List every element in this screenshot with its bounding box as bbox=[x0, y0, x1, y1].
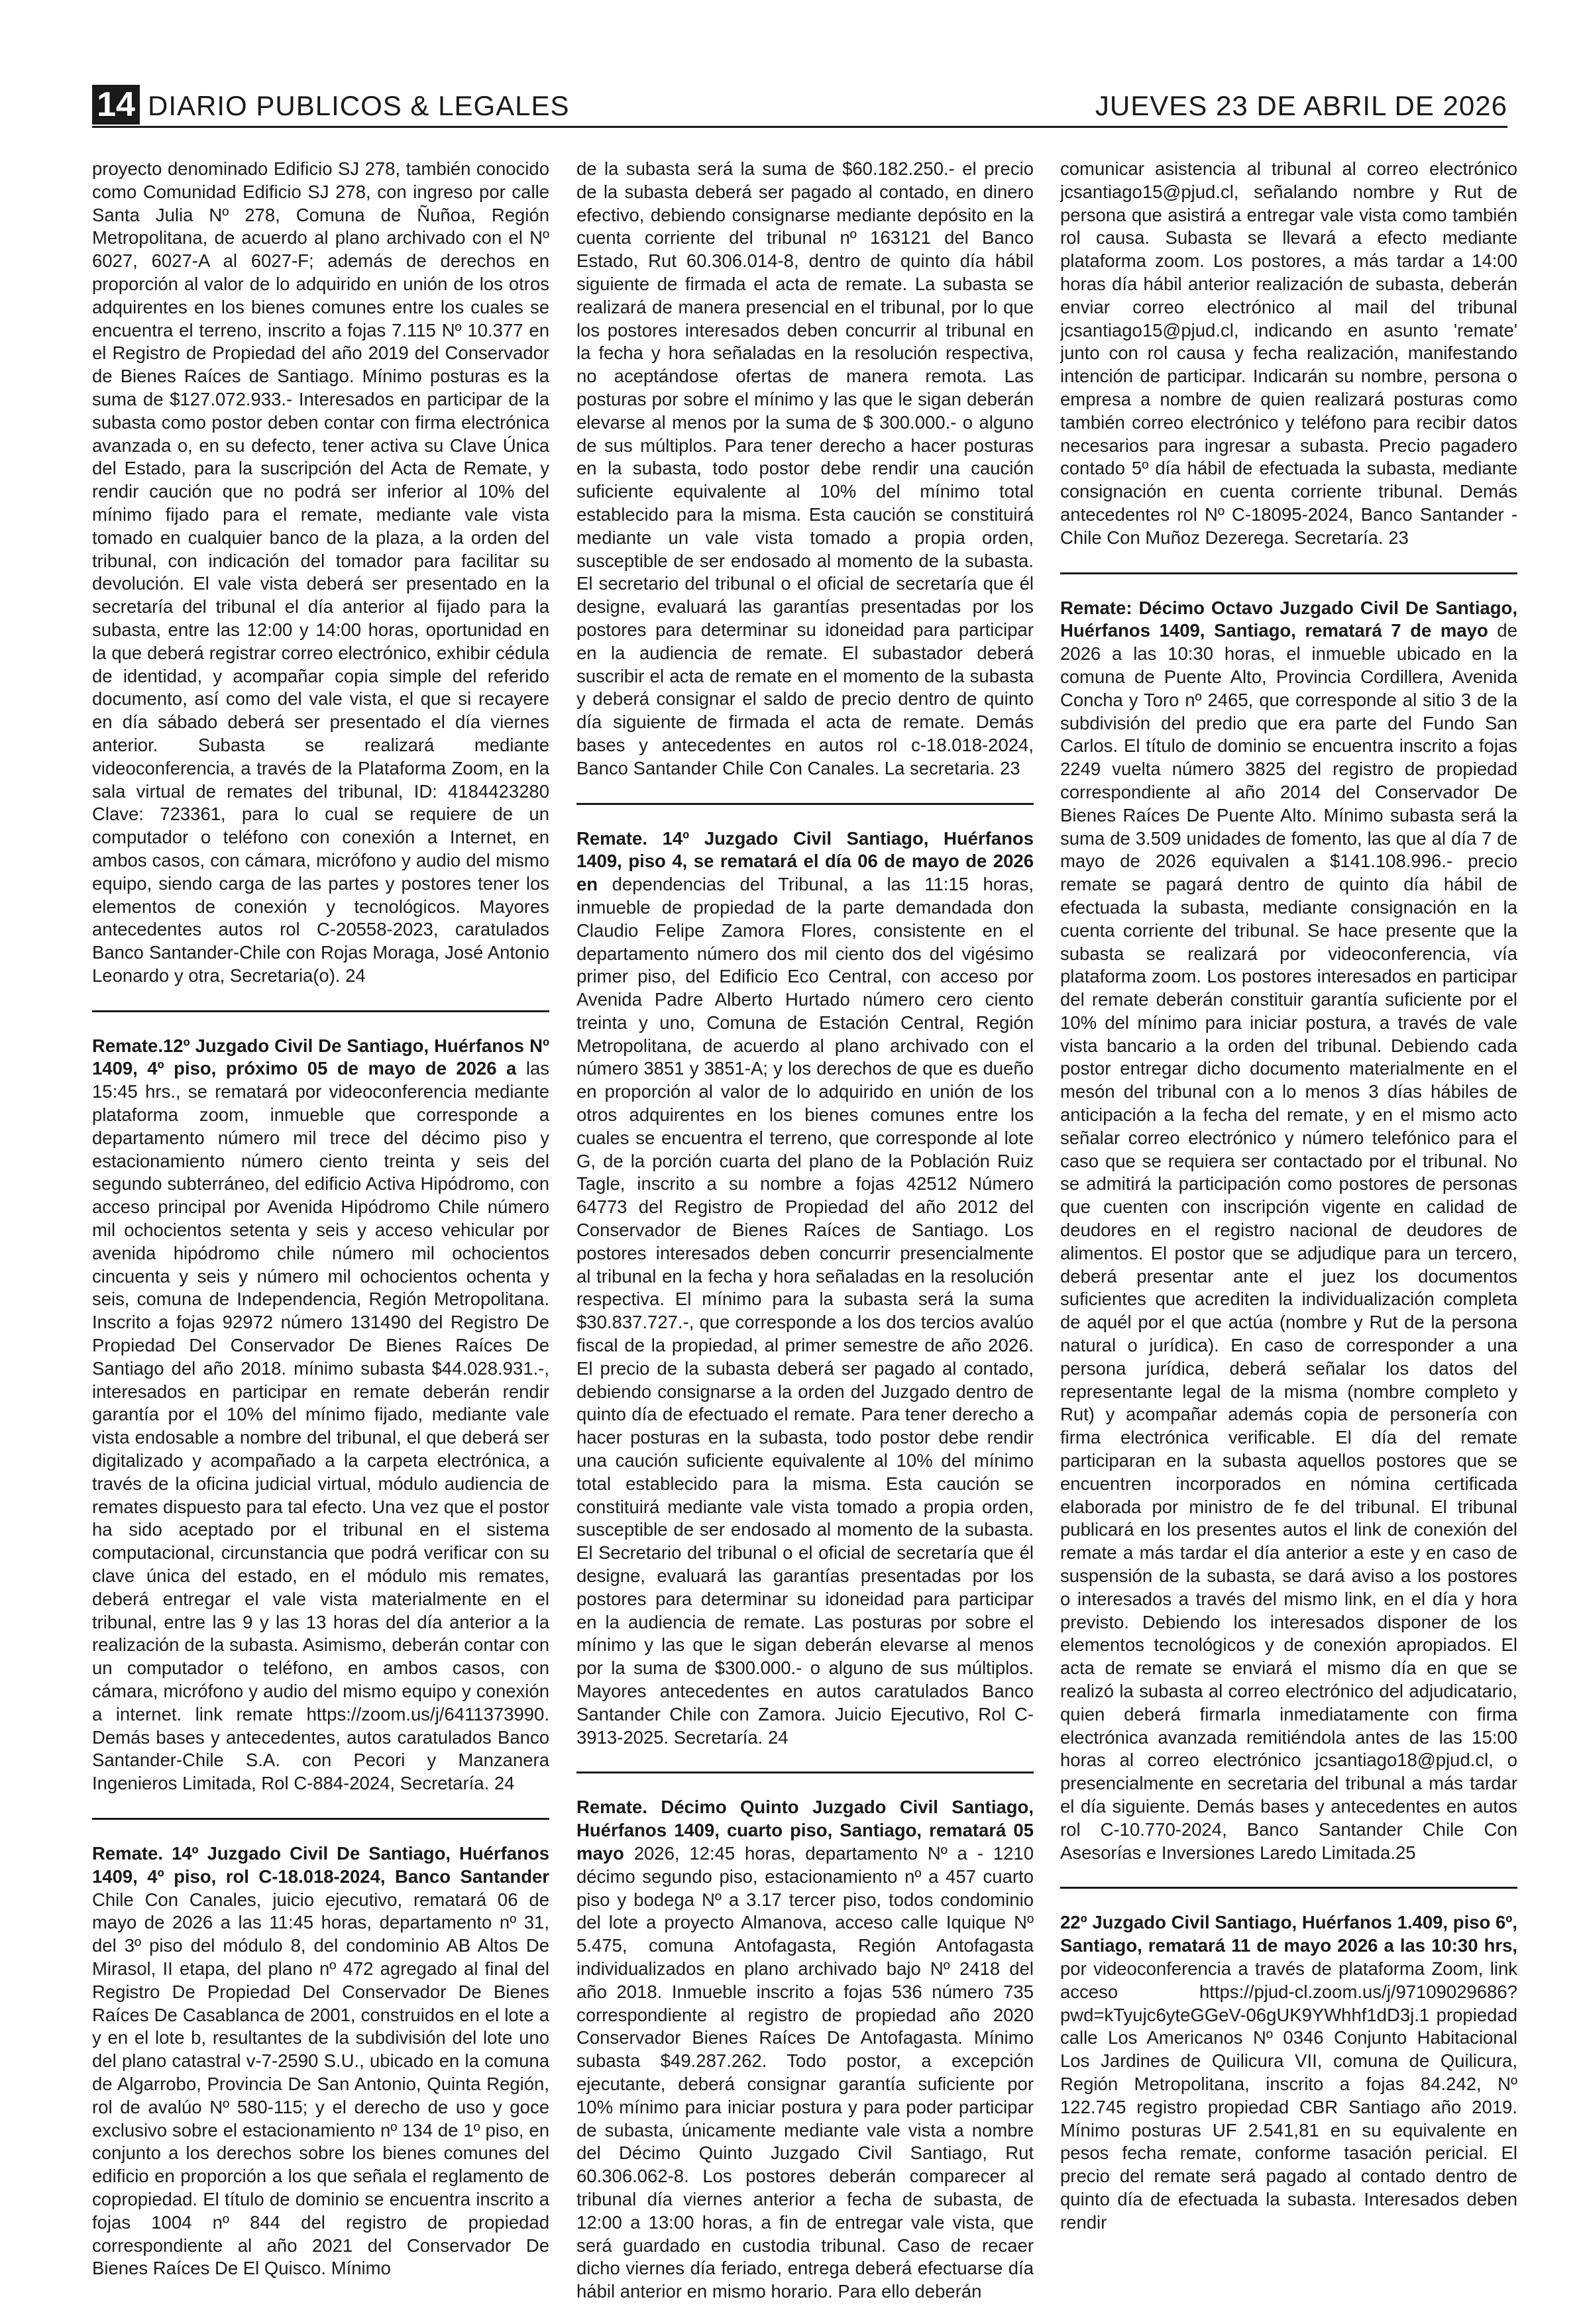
section-title: DIARIO PUBLICOS & LEGALES bbox=[148, 90, 570, 121]
column-1 bbox=[92, 158, 549, 2304]
notice-heading: Remate: Décimo Octavo Juzgado Civil De Santiago, Huérfanos 1409, Santiago, rematará 7 de mayo bbox=[1060, 597, 1517, 641]
issue-date: JUEVES 23 DE ABRIL DE 2026 bbox=[1095, 90, 1507, 121]
legal-notice bbox=[92, 1842, 549, 2280]
notice-body: proyecto denominado Edificio SJ 278, también conocido como Comunidad Edificio SJ 278, con ingreso por calle Santa Julia Nº 278, Comuna de Ñuñoa, Región Metropolitana, de acuerdo al plano archivado con el Nº 6027, 6027-A al 6027-F; además de derechos en proporción al valor de lo adquirido en unión de los otros adquirentes en los bienes comunes entre los cuales se encuentra el terreno, inscrito a fojas 7.115 Nº 10.377 en el Registro de Propiedad del año 2019 del Conservador de Bienes Raíces de Santiago. Mínimo posturas es la suma de $127.072.933.- Interesados en participar de la subasta como postor deben contar con firma electrónica avanzada o, en su defecto, tener activa su Clave Única del Estado, para la suscripción del Acta de Remate, y rendir caución que no podrá ser inferior al 10% del mínimo fijado para el remate, mediante vale vista tomado en cualquier banco de la plaza, a la orden del tribunal, con indicación del tomador para facilitar su devolución. El vale vista deberá ser presentado en la secretaría del tribunal el día anterior al fijado para la subasta, entre las 12:00 y 14:00 horas, oportunidad en la que deberá registrar correo electrónico, exhibir cédula de identidad, y acompañar copia simple del referido documento, así como del vale vista, el que si recayere en día sábado deberá ser presentado el día viernes anterior. Subasta se realizará mediante videoconferencia, a través de la Plataforma Zoom, en la sala virtual de remates del tribunal, ID: 4184423280 Clave: 723361, para lo cual se requiere de un computador o teléfono con conexión a Internet, en ambos casos, con cámara, micrófono y audio del mismo equipo, siendo carga de las partes y postores tener los elementos de conexión y tecnológicos. Mayores antecedentes autos rol C-20558-2023, caratulados Banco Santander-Chile con Rojas Moraga, José Antonio Leonardo y otra, Secretaria(o). 24 bbox=[92, 158, 549, 986]
notice-body: de 2026 a las 10:30 horas, el inmueble ubicado en la comuna de Puente Alto, Provincia Cordillera, Avenida Concha y Toro nº 2465, que corresponde al sitio 3 de la subdivisión del predio que era parte del Fundo San Carlos. El título de dominio se encuentra inscrito a fojas 2249 vuelta número 3825 del registro de propiedad correspondiente al año 2014 del Conservador De Bienes Raíces De Puente Alto. Mínimo subasta será la suma de 3.509 unidades de fomento, las que al día 7 de mayo de 2026 equivalen a $141.108.996.- precio remate se pagará dentro de quinto día hábil de efectuada la subasta, mediante consignación en la cuenta corriente del tribunal. Se hace presente que la subasta se realizará por videoconferencia, vía plataforma zoom. Los postores interesados en participar del remate deberán constituir garantía suficiente por el 10% del mínimo para iniciar postura, a través de vale vista bancario a la orden del tribunal. Debiendo cada postor entregar dicho documento materialmente en el mesón del tribunal con a lo menos 3 días hábiles de anticipación a la fecha del remate, y en el mismo acto señalar correo electrónico y número telefónico para el caso que se requiera ser contactado por el tribunal. No se admitirá la participación como postores de personas que cuenten con inscripción vigente en calidad de deudores en el registro nacional de deudores de alimentos. El postor que se adjudique para un tercero, deberá presentar ante el juez los documentos suficientes que acrediten la individualización completa de aquél por el que actúa (nombre y Rut de la persona natural o jurídica). En caso de corresponder a una persona jurídica, deberá señalar los datos del representante legal de la misma (nombre completo y Rut) y acompañar además copia de personería con firma electrónica verificable. El día del remate participaran en la subasta aquellos postores que se encuentren incorporados en nómina certificada elaborada por ministro de fe del tribunal. El tribunal publicará en los presentes autos el link de conexión del remate a más tardar el día anterior a este y en caso de suspensión de la subasta, se dará aviso a los postores o interesados a través del mismo link, en el día y hora previsto. Debiendo los interesados disponer de los elementos tecnológicos y de conexión apropiados. El acta de remate se enviará el mismo día en que se realizó la subasta al correo electrónico del adjudicatario, quien deberá firmarla inmediatamente con firma electrónica avanzada remitiéndola antes de las 15:00 horas al correo electrónico jcsantiago18@pjud.cl, o presencialmente en secretaria del tribunal a más tardar el día siguiente. Demás bases y antecedentes en autos rol C-10.770-2024, Banco Santander Chile Con Asesorías e Inversiones Laredo Limitada.25 bbox=[1060, 620, 1517, 1863]
notice-divider bbox=[576, 1771, 1034, 1773]
legal-notice bbox=[1060, 158, 1517, 550]
legal-notice bbox=[92, 1035, 549, 1795]
header-rule bbox=[92, 126, 1507, 128]
notice-divider bbox=[92, 1818, 549, 1820]
notice-divider bbox=[92, 1010, 549, 1012]
notice-body: comunicar asistencia al tribunal al correo electrónico jcsantiago15@pjud.cl, señalando nombre y Rut de persona que asistirá a entregar vale vista como también rol causa. Subasta se llevará a efecto mediante plataforma zoom. Los postores, a más tardar a 14:00 horas día hábil anterior realización de subasta, deberán enviar correo electrónico al mail del tribunal jcsantiago15@pjud.cl, indicando en asunto 'remate' junto con rol causa y fecha realización, manifestando intención de participar. Indicarán su nombre, persona o empresa a nombre de quien realizará posturas como también correo electrónico y teléfono para recibir datos necesarios para ingresar a subasta. Precio pagadero contado 5º día hábil de efectuada la subasta, mediante consignación en cuenta corriente tribunal. Demás antecedentes rol Nº C-18095-2024, Banco Santander - Chile Con Muñoz Dezerega. Secretaría. 23 bbox=[1060, 158, 1517, 548]
notice-body: de la subasta será la suma de $60.182.250.- el precio de la subasta deberá ser pagado al contado, en dinero efectivo, debiendo consignarse mediante depósito en la cuenta corriente del tribunal nº 163121 del Banco Estado, Rut 60.306.014-8, dentro de quinto día hábil siguiente de firmada el acta de remate. La subasta se realizará de manera presencial en el tribunal, por lo que los postores interesados deben concurrir al tribunal en la fecha y hora señaladas en la resolución respectiva, no aceptándose ofertas de manera remota. Las posturas por sobre el mínimo y las que le sigan deberán elevarse al menos por la suma de $ 300.000.- o alguno de sus múltiplos. Para tener derecho a hacer posturas en la subasta, todo postor debe rendir una caución suficiente equivalente al 10% del mínimo total establecido para la misma. Esta caución se constituirá mediante un vale vista tomado a propia orden, susceptible de ser endosado al momento de la subasta. El secretario del tribunal o el oficial de secretaría que él designe, evaluará las garantías presentadas por los postores para determinar su idoneidad para participar en la audiencia de remate. El subastador deberá suscribir el acta de remate en el momento de la subasta y deberá consignar el saldo de precio dentro de quinto día siguiente de firmada el acta de remate. Demás bases y antecedentes en autos rol c-18.018-2024, Banco Santander Chile Con Canales. La secretaria. 23 bbox=[576, 158, 1034, 778]
legal-notice bbox=[1060, 1911, 1517, 2234]
notice-heading: Remate. 14º Juzgado Civil De Santiago, Huérfanos 1409, 4º piso, rol C-18.018-2024, Banco Santander bbox=[92, 1842, 549, 1887]
notice-heading: Remate. 14º Juzgado Civil Santiago, Huérfanos 1409, piso 4, se rematará el día 06 de mayo de 2026 en bbox=[576, 827, 1034, 895]
column-2 bbox=[576, 158, 1034, 2304]
legal-notice bbox=[1060, 597, 1517, 1865]
notice-divider bbox=[1060, 572, 1517, 574]
notice-body: las 15:45 hrs., se rematará por videoconferencia mediante plataforma zoom, inmueble que corresponde a departamento número mil trece del décimo piso y estacionamiento número ciento treinta y seis del segundo subterráneo, del edificio Activa Hipódromo, con acceso principal por Avenida Hipódromo Chile número mil ochocientos setenta y seis y acceso vehicular por avenida hipódromo chile número mil ochocientos cincuenta y seis y número mil ochocientos ochenta y seis, comuna de Independencia, Región Metropolitana. Inscrito a fojas 92972 número 131490 del Registro De Propiedad Del Conservador De Bienes Raíces De Santiago del año 2018. mínimo subasta $44.028.931.-, interesados en participar en remate deberán rendir garantía por el 10% del mínimo fijado, mediante vale vista endosable a nombre del tribunal, el que deberá ser digitalizado y acompañado a la carpeta electrónica, a través de la oficina judicial virtual, módulo audiencia de remates dispuesto para tal efecto. Una vez que el postor ha sido aceptado por el tribunal en el sistema computacional, circunstancia que podrá verificar con su clave única del estado, en el módulo mis remates, deberá entregar el vale vista materialmente en el tribunal, entre las 9 y las 13 horas del día anterior a la realización de la subasta. Asimismo, deberán contar con un computador o teléfono, en ambos casos, con cámara, micrófono y audio del mismo equipo y conexión a internet. link remate https://zoom.us/j/6411373990. Demás bases y antecedentes, autos caratulados Banco Santander-Chile S.A. con Pecori y Manzanera Ingenieros Limitada, Rol C-884-2024, Secretaría. 24 bbox=[92, 1058, 549, 1794]
notice-heading: Remate. Décimo Quinto Juzgado Civil Santiago, Huérfanos 1409, cuarto piso, Santiago, rematará 05 mayo bbox=[576, 1797, 1034, 1864]
column-3 bbox=[1060, 158, 1517, 2304]
legal-notice bbox=[576, 1796, 1034, 2303]
notice-divider bbox=[1060, 1887, 1517, 1889]
legal-notice bbox=[92, 158, 549, 988]
notice-divider bbox=[576, 803, 1034, 805]
legal-notice bbox=[576, 827, 1034, 1750]
notice-body: dependencias del Tribunal, a las 11:15 horas, inmueble de propiedad de la parte demandada don Claudio Felipe Zamora Flores, consistente en el departamento número dos mil ciento dos del vigésimo primer piso, del Edificio Eco Central, con acceso por Avenida Padre Alberto Hurtado número cero ciento treinta y uno, Comuna de Estación Central, Región Metropolitana, de acuerdo al plano archivado con el número 3851 y 3851-A; y los derechos de que es dueño en proporción al valor de lo adquirido en unión de los otros adquirentes en los bienes comunes entre los cuales se encuentra el terreno, que corresponde al lote G, de la porción cuarta del plano de la Población Ruiz Tagle, inscrito a su nombre a fojas 42512 Número 64773 del Registro de Propiedad del año 2012 del Conservador de Bienes Raíces de Santiago. Los postores interesados deben concurrir presencialmente al tribunal en la fecha y hora señaladas en la resolución respectiva. El mínimo para la subasta será la suma $30.837.727.-, que corresponde a los dos tercios avalúo fiscal de la propiedad, al primer semestre de año 2026. El precio de la subasta deberá ser pagado al contado, debiendo consignarse a la orden del Juzgado dentro de quinto día de efectuado el remate. Para tener derecho a hacer posturas en la subasta, todo postor debe rendir una caución suficiente equivalente al 10% del mínimo total establecido para la misma. Esta caución se constituirá mediante vale vista tomado a propia orden, susceptible de ser endosado al momento de la subasta. El Secretario del tribunal o el oficial de secretaría que él designe, evaluará las garantías presentadas por los postores para determinar su idoneidad para participar en la audiencia de remate. Las posturas por sobre el mínimo y las que le sigan deberán elevarse al menos por la suma de $300.000.- o alguno de sus múltiplos. Mayores antecedentes en autos caratulados Banco Santander Chile con Zamora. Juicio Ejecutivo, Rol C-3913-2025. Secretaría. 24 bbox=[576, 874, 1034, 1748]
notice-heading: Remate.12º Juzgado Civil De Santiago, Huérfanos Nº 1409, 4º piso, próximo 05 de mayo de 2026 a bbox=[92, 1035, 549, 1079]
notice-body: por videoconferencia a través de plataforma Zoom, link acceso https://pjud-cl.zoom.us/j/97109029686?pwd=kTyujc6yteGGeV-06gUK9YWhhf1dD3j.1 propiedad calle Los Americanos Nº 0346 Conjunto Habitacional Los Jardines de Quilicura VII, comuna de Quilicura, Región Metropolitana, inscrito a fojas 84.242, Nº 122.745 registro propiedad CBR Santiago año 2019. Mínimo posturas UF 2.541,81 en su equivalente en pesos fecha remate, conforme tasación pericial. El precio del remate será pagado al contado dentro de quinto día de efectuada la subasta. Interesados deben rendir bbox=[1060, 1958, 1517, 2233]
notice-body: 2026, 12:45 horas, departamento Nº a - 1210 décimo segundo piso, estacionamiento nº a 457 cuarto piso y bodega Nº a 3.17 tercer piso, todos condominio del lote a proyecto Almanova, acceso calle Iquique Nº 5.475, comuna Antofagasta, Región Antofagasta individualizados en plano archivado bajo Nº 2418 del año 2018. Inmueble inscrito a fojas 536 número 735 correspondiente al registro de propiedad año 2020 Conservador Bienes Raíces De Antofagasta. Mínimo subasta $49.287.262. Todo postor, a excepción ejecutante, deberá consignar garantía suficiente por 10% mínimo para iniciar postura y para poder participar de subasta, únicamente mediante vale vista a nombre del Décimo Quinto Juzgado Civil Santiago, Rut 60.306.062-8. Los postores deberán comparecer al tribunal día viernes anterior a fecha de subasta, de 12:00 a 13:00 horas, a fin de entregar vale vista, que será guardado en custodia tribunal. Caso de recaer dicho viernes día feriado, entrega deberá efectuarse día hábil anterior en mismo horario. Para ello deberán bbox=[576, 1842, 1034, 2302]
page-number: 14 bbox=[92, 85, 140, 125]
legal-notice bbox=[576, 158, 1034, 780]
notice-heading: 22º Juzgado Civil Santiago, Huérfanos 1.409, piso 6º, Santiago, rematará 11 de mayo 2026 a las 10:30 hrs, bbox=[1060, 1912, 1517, 1956]
page-header bbox=[92, 85, 1507, 125]
notice-body: Chile Con Canales, juicio ejecutivo, rematará 06 de mayo de 2026 a las 11:45 horas, departamento nº 31, del 3º piso del módulo 8, del condominio AB Altos De Mirasol, II etapa, del plano nº 472 agregado al final del Registro De Propiedad Del Conservador De Bienes Raíces De Casablanca de 2001, construidos en el lote a y en el lote b, resultantes de la subdivisión del lote uno del plano catastral v-7-2590 S.U., ubicado en la comuna de Algarrobo, Provincia De San Antonio, Quinta Región, rol de avalúo Nº 580-115; y el derecho de uso y goce exclusivo sobre el estacionamiento nº 134 de 1º piso, en conjunto a los derechos sobre los bienes comunes del edificio en proporción a los que señala el reglamento de copropiedad. El título de dominio se encuentra inscrito a fojas 1004 nº 844 del registro de propiedad correspondiente al año 2021 del Conservador De Bienes Raíces De El Quisco. Mínimo bbox=[92, 1889, 549, 2279]
